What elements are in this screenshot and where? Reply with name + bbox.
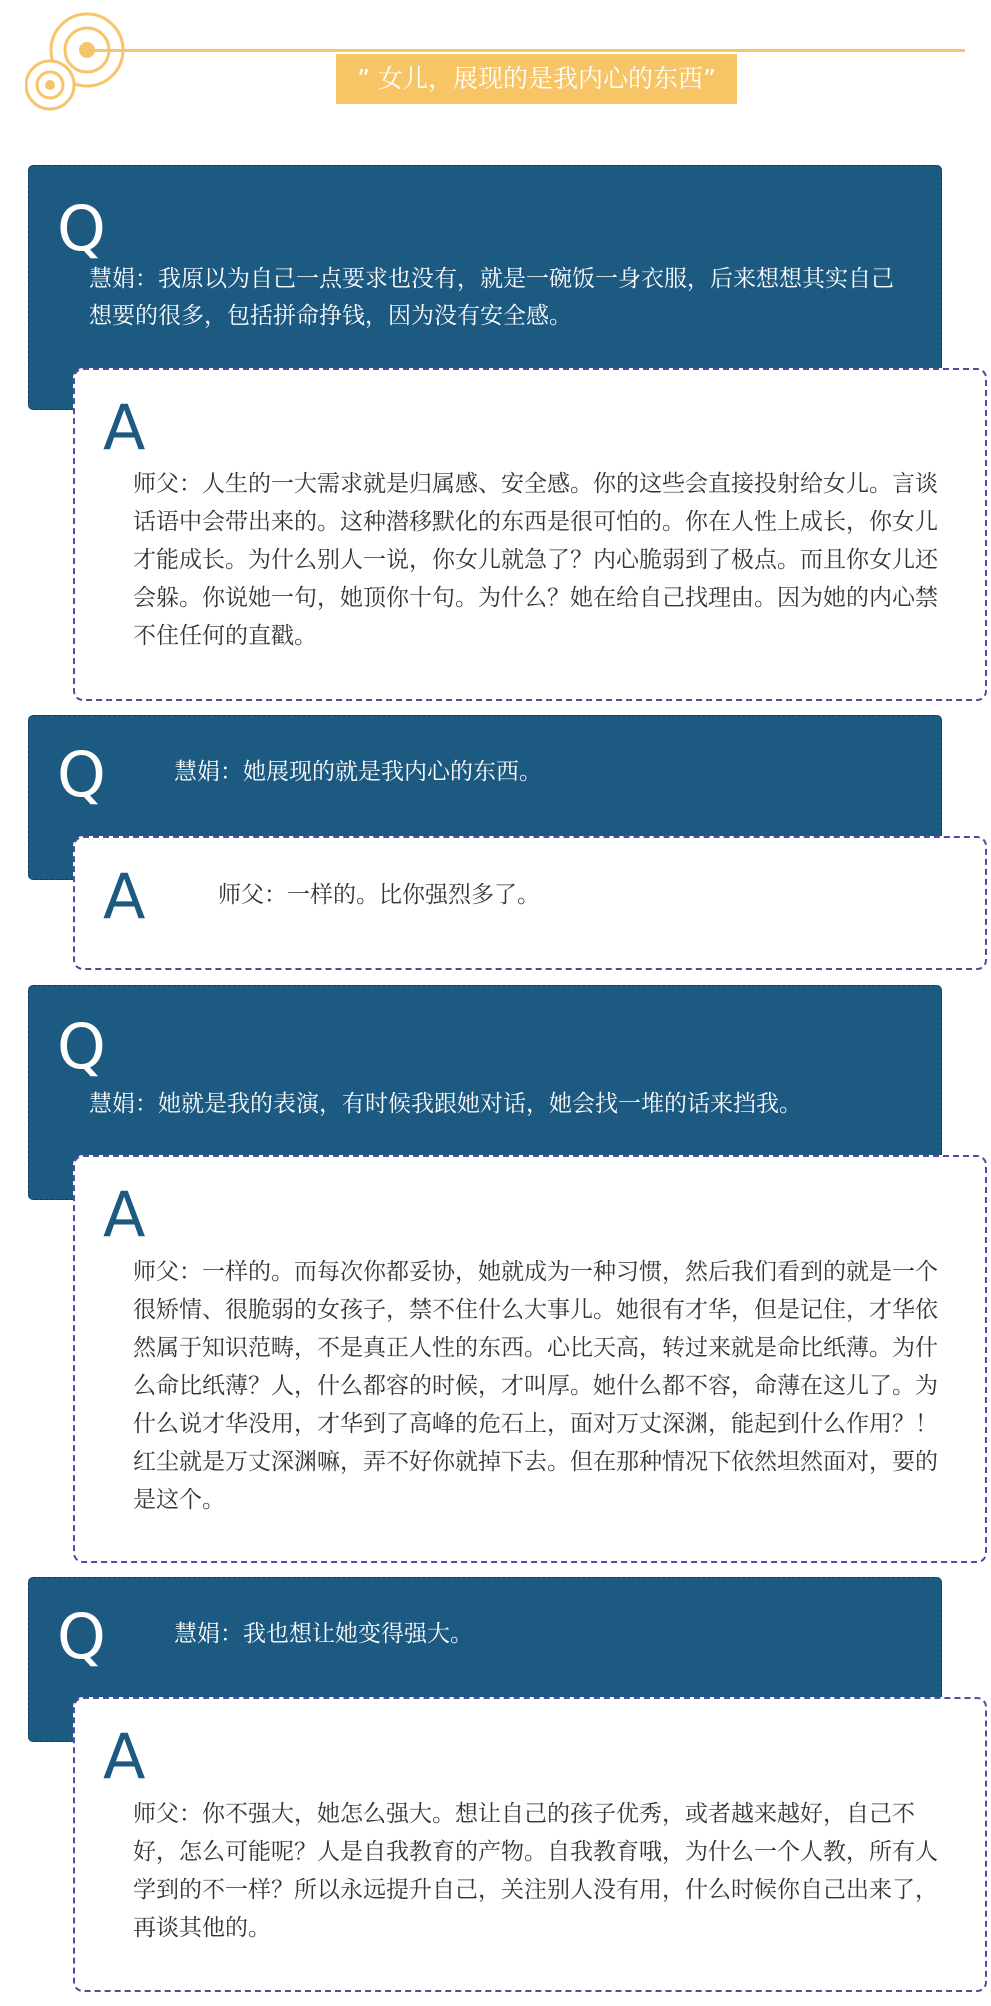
- question-letter: Q: [57, 1600, 106, 1673]
- answer-text: 师父：一样的。而每次你都妥协，她就成为一种习惯，然后我们看到的就是一个很矫情、很脆弱的女孩子，禁不住什么大事儿。她很有才华，但是记住，才华依然属于知识范畴，不是真正人性的东西。心比天高，转过来就是命比纸薄。为什么命比纸薄？人，什么都容的时候，才叫厚。她什么都不容，命薄在这儿了。为什么说才华没用，才华到了高峰的危石上，面对万丈深渊，能起到什么作用？！ 红尘就是万丈深渊嘛，弄不好你就掉下去。但在那种情况下依然坦然面对，要的是这个。: [133, 1259, 938, 1513]
- header-divider-line: [90, 49, 965, 52]
- question-text: 慧娟：她就是我的表演，有时候我跟她对话，她会找一堆的话来挡我。: [89, 1091, 802, 1117]
- answer-letter: A: [103, 1720, 146, 1793]
- question-letter: Q: [57, 738, 106, 811]
- answer-letter: A: [103, 860, 146, 933]
- question-text: 慧娟：我也想让她变得强大。: [174, 1621, 473, 1647]
- question-text: 慧娟：我原以为自己一点要求也没有，就是一碗饭一身衣服，后来想想其实自己想要的很多，包括拼命挣钱，因为没有安全感。: [89, 266, 894, 329]
- answer-text: 师父：一样的。比你强烈多了。: [218, 882, 540, 908]
- answer-text: 师父：你不强大，她怎么强大。想让自己的孩子优秀，或者越来越好，自己不好，怎么可能呢？人是自我教育的产物。自我教育哦，为什么一个人教，所有人学到的不一样？所以永远提升自己，关注别人没有用，什么时候你自己出来了，再谈其他的。: [133, 1801, 938, 1941]
- answer-text: 师父：人生的一大需求就是归属感、安全感。你的这些会直接投射给女儿。言谈话语中会带出来的。这种潜移默化的东西是很可怕的。你在人性上成长，你女儿才能成长。为什么别人一说，你女儿就急了？内心脆弱到了极点。而且你女儿还会躲。你说她一句，她顶你十句。为什么？她在给自己找理由。因为她的内心禁不住任何的直戳。: [133, 471, 938, 649]
- question-text: 慧娟：她展现的就是我内心的东西。: [174, 759, 542, 785]
- answer-box: [73, 1697, 987, 1992]
- concentric-rings-icon: [25, 12, 135, 117]
- question-letter: Q: [57, 1010, 106, 1083]
- header: [0, 0, 991, 130]
- answer-box: [73, 368, 987, 701]
- answer-letter: A: [103, 1178, 146, 1251]
- answer-letter: A: [103, 391, 146, 464]
- answer-box: [73, 836, 987, 970]
- answer-box: [73, 1155, 987, 1563]
- page-title: ” 女儿，展现的是我内心的东西”: [336, 54, 737, 104]
- question-letter: Q: [57, 192, 106, 265]
